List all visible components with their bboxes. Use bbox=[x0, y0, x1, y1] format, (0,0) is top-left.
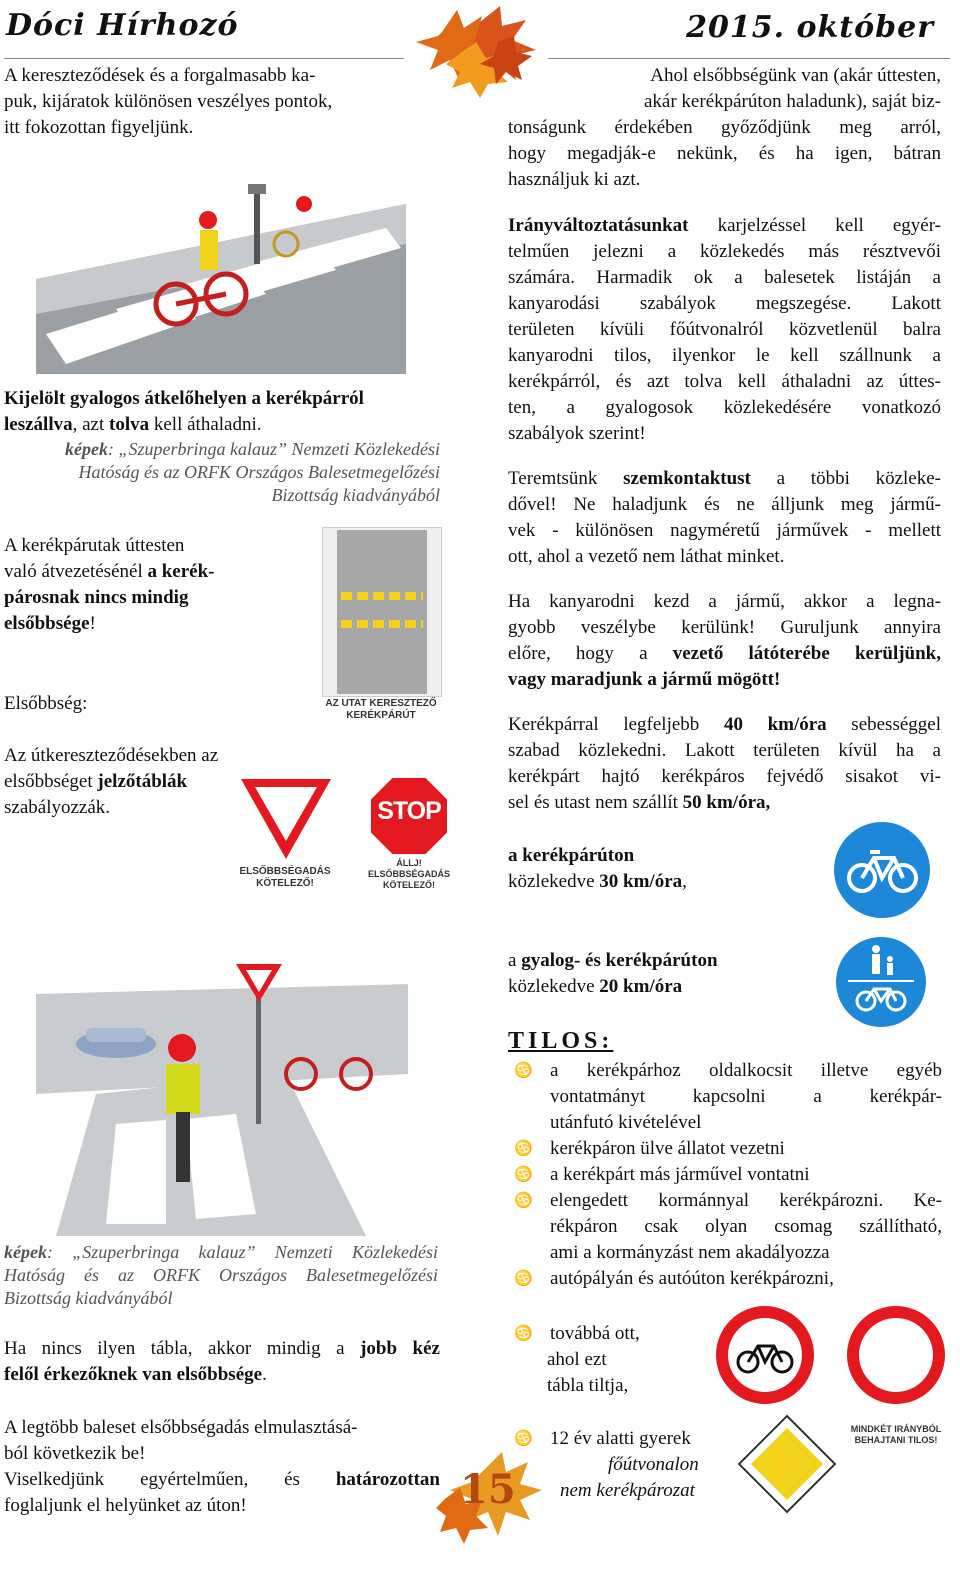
main-road-sign-icon bbox=[737, 1414, 837, 1514]
stop-sign-text: STOP bbox=[377, 797, 441, 825]
bullet-icon: ♋ bbox=[514, 1063, 533, 1079]
image-credit-2: képek: „Szuperbringa kalauz” Nemzeti Közlekedési Hatóság és az ORFK Országos Balesetmegelőzési Bizottság kiadványából bbox=[4, 1242, 438, 1308]
right-paragraph-5: Kerékpárral legfeljebb 40 km/óra sebességgel szabad közlekedni. Lakott területen kívül ha a kerékpárt hajtó kerékpáros fejvédő sisakot vi- sel és utast nem szállít 50 km/óra, bbox=[508, 714, 941, 813]
masthead-date: 2015. október bbox=[686, 10, 934, 45]
bullet-icon: ♋ bbox=[514, 1271, 533, 1287]
accident-paragraph: A legtöbb baleset elsőbbségadás elmulasztásá- ból következik be! Viselkedjünk egyértelműen, és határozottan foglaljunk el helyünket az úton! bbox=[4, 1417, 440, 1516]
page-number: 15 bbox=[460, 1466, 516, 1513]
stop-sign-label: ÁLLJ! ELSŐBBSÉGADÁS KÖTELEZŐ! bbox=[367, 858, 450, 890]
list-item: ♋ a kerékpárt más járművel vontatni bbox=[514, 1162, 942, 1188]
no-entry-sign-icon bbox=[845, 1304, 947, 1406]
intro-paragraph: A kereszteződések és a forgalmasabb ka- puk, kijáratok különösen veszélyes pontok, itt fokozottan figyeljünk. bbox=[4, 65, 333, 138]
dismount-caption: Kijelölt gyalogos átkelőhelyen a kerékpárról leszállva, azt tolva kell áthaladni. bbox=[4, 388, 364, 435]
header-rule-left bbox=[4, 58, 404, 59]
right-paragraph-4: Ha kanyarodni kezd a jármű, akkor a legna- gyobb veszélybe kerülünk! Guruljunk annyira előre, hogy a vezető látóterébe kerüljünk, vagy maradjunk a jármű mögött! bbox=[508, 591, 942, 690]
no-bicycles-sign-icon bbox=[714, 1304, 816, 1406]
tilos-heading: TILOS: bbox=[508, 1028, 614, 1054]
no-entry-sign-label: MINDKÉT IRÁNYBÓL BEHAJTANI TILOS! bbox=[850, 1424, 942, 1445]
list-item: ♋ a kerékpárhoz oldalkocsit illetve egyéb vontatmányt kapcsolni a kerékpár- utánfutó kivételével bbox=[514, 1058, 942, 1136]
bike-crossing-sign bbox=[322, 527, 442, 697]
yield-sign-label: ELSŐBBSÉGADÁS KÖTELEZŐ! bbox=[239, 866, 331, 889]
header-rule-right bbox=[548, 58, 950, 59]
masthead-title: Dóci Hírhozó bbox=[6, 8, 239, 43]
bullet-icon: ♋ bbox=[514, 1141, 533, 1157]
priority-heading: Elsőbbség: bbox=[4, 693, 88, 714]
right-paragraph-3: Teremtsünk szemkontaktust a többi közleke- dővel! Ne haladjunk és ne álljunk meg jármű- vek - különösen nagyméretű járművek - mellett ott, ahol a vezető nem láthat minket. bbox=[508, 468, 941, 567]
list-item: ♋ kerékpáron ülve állatot vezetni bbox=[514, 1136, 942, 1162]
list-item: ♋ autópályán és autóúton kerékpározni, bbox=[514, 1266, 942, 1292]
right-hand-rule: Ha nincs ilyen tábla, akkor mindig a jobb kéz felől érkezőknek van elsőbbsége. bbox=[4, 1338, 440, 1385]
tilos-list bbox=[514, 1058, 942, 1292]
bullet-icon: ♋ bbox=[514, 1431, 533, 1447]
junction-illustration bbox=[36, 924, 408, 1236]
tilos-list-item-sign: ♋ továbbá ott, ahol ezt tábla tiltja, bbox=[514, 1323, 640, 1396]
right-paragraph-2: Irányváltoztatásunkat karjelzéssel kell egyér- telműen jelezni a közlekedés más résztvevői számára. Harmadik ok a balesetek listáján a kanyarodási szabályok megszegése. Lakott területen kívüli főútvonalról közvetlenül balra kanyarodni tilos, ilyenkor le kell szállnunk a kerékpárról, és azt tolva kell áthaladni az úttes- ten, a gyalogosok közlekedésére vonatkozó szabályok szerint! bbox=[508, 215, 941, 444]
image-credit-1: képek: „Szuperbringa kalauz” Nemzeti Közlekedési Hatóság és az ORFK Országos Balesetmegelőzési Bizottság kiadványából bbox=[65, 439, 440, 505]
bullet-icon: ♋ bbox=[514, 1167, 533, 1183]
bike-crossing-sign-label: AZ UTAT KERESZTEZŐ KERÉKPÁRÚT bbox=[325, 698, 437, 721]
bullet-icon: ♋ bbox=[514, 1326, 533, 1342]
bike-path-sign-icon bbox=[832, 820, 932, 920]
bullet-icon: ♋ bbox=[514, 1193, 533, 1209]
list-item: ♋ elengedett kormánnyal kerékpározni. Ke- rékpáron csak olyan csomag szállítható, ami a kormányzást nem akadályozza bbox=[514, 1188, 942, 1266]
shared-path-sign-icon bbox=[834, 935, 928, 1029]
junction-paragraph: Az útkereszteződésekben az elsőbbséget jelzőtáblák szabályozzák. bbox=[4, 745, 219, 818]
crossing-illustration bbox=[36, 184, 406, 374]
tilos-list-item-child: ♋ 12 év alatti gyerek főútvonalon nem kerékpározat bbox=[514, 1428, 699, 1501]
shared-path-speed: a gyalog- és kerékpárúton közlekedve 20 km/óra bbox=[508, 950, 718, 997]
yield-sign-icon bbox=[239, 777, 333, 861]
crossing-paragraph: A kerékpárutak úttesten való átvezetésénél a kerék- párosnak nincs mindig elsőbbsége! bbox=[4, 535, 215, 634]
bike-path-speed: a kerékpárúton közlekedve 30 km/óra, bbox=[508, 845, 687, 892]
right-paragraph-1: Ahol elsőbbségünk van (akár úttesten, akár kerékpárúton haladunk), saját biz- tonságunk érdekében győződjünk meg arról, hogy megadják-e nekünk, és ha igen, bátran használjuk ki azt. bbox=[508, 65, 941, 190]
